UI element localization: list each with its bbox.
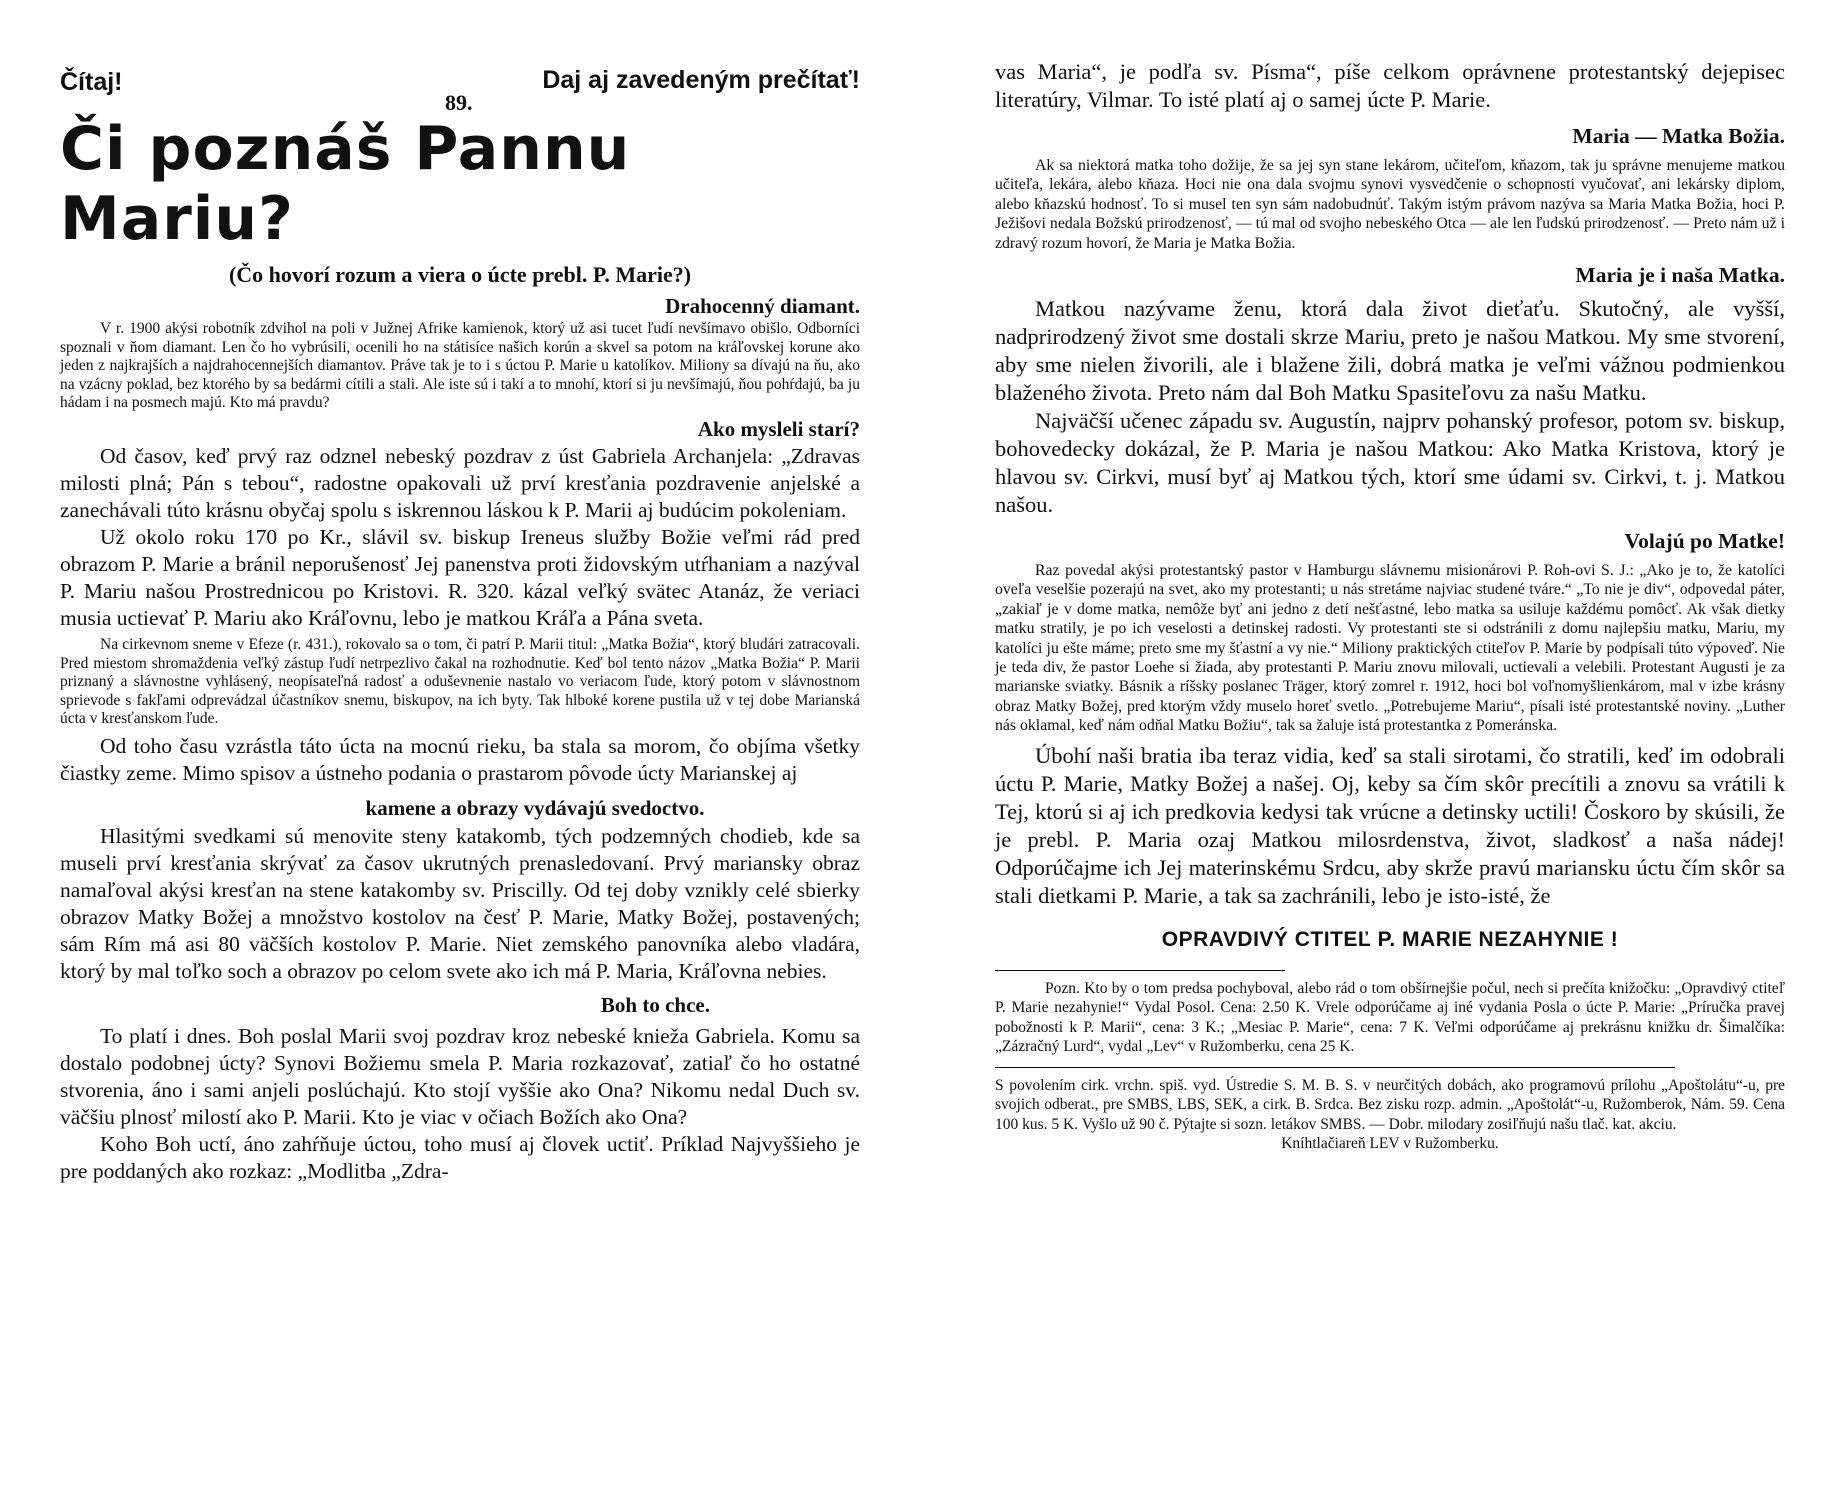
section-heading-stones: kamene a obrazy vydávajú svedoctvo. — [365, 795, 705, 820]
imprint: S povolením cirk. vrchn. spiš. vyd. Ústredie S. M. B. S. v neurčitých dobách, ako programovú prílohu „Apoštolátu“-u, pre svojich odberat., pre SMBS, LBS, SEK, a cirk. B. Srdca. Bez zisku rozp. admin. „Apoštolát“-u, Ružomberok, Nám. 59. Cena 100 kus. 5 K. Vyšlo už 90 č. Pýtajte si sozn. letákov SMBS. — Dobr. milodary zosiľňujú našu tlač. kat. akciu. — [995, 1076, 1785, 1133]
divider — [995, 970, 1285, 971]
paragraph-diamond: V r. 1900 akýsi robotník zdvihol na poli v Južnej Afrike kamienok, ktorý už asi tucet ľudí nevšímavo obišlo. Odborníci spoznali v ňom diamant. Len čo ho vybrúsili, ocenili ho na státisíce našich korún a skvel sa potom na kráľovskej korune ako jeden z najkrajších a najdrahocennejších diamantov. Práve tak je to i s úctou P. Marie u katolíkov. Miliony sa dívajú na ňu, ako na vzácny poklad, bez ktorého by sa bedármi cítili a stali. Ale iste sú i takí a to mnohí, ktorí si ju nevšímajú, ňou pohŕdajú, ba ju hádam i na posmech majú. Kto má pravdu? — [60, 320, 860, 412]
paragraph-honor: Koho Boh uctí, áno zahŕňuje úctou, toho musí aj človek uctiť. Príklad Najvyššieho je pre poddaných ako rozkaz: „Modlitba „Zdra- — [60, 1131, 860, 1183]
printer-line: Kníhtlačiareň LEV v Ružomberku. — [1281, 1135, 1499, 1153]
section-heading-our-mother: Maria je i naša Matka. — [1575, 263, 1785, 288]
cta-read: Čítaj! — [60, 68, 123, 96]
paragraph-gabriel: Od časov, keď prvý raz odznel nebeský pozdrav z úst Gabriela Archanjela: „Zdravas milosti plná; Pán s tebou“, radostne opakovali už prví kresťania pozdravenie anjelské a zanechávali túto krásnu obyčaj spolu s iskrennou láskou k P. Marii aj budúcim pokoleniam. — [60, 443, 860, 522]
paragraph-augustine: Najväčší učenec západu sv. Augustín, najprv pohanský profesor, potom sv. biskup, bohovedecky dokázal, že P. Maria je našou Matkou: Ako Matka Kristova, ktorý je hlavou sv. Cirkvi, musí byť aj Matkou tých, ktorí sme údami sv. Cirkvi, t. j. Matkou našou. — [995, 408, 1785, 518]
divider-imprint — [995, 1067, 1675, 1068]
closing-banner: OPRAVDIVÝ CTITEĽ P. MARIE NEZAHYNIE ! — [1161, 927, 1619, 951]
paragraph-brothers: Úbohí naši bratia iba teraz vidia, keď sa stali sirotami, čo stratili, keď im odobrali úctu P. Marie, Matky Božej a našej. Oj, keby sa čím skôr precítili a znovu sa vrátili k Tej, ktorú si aj ich predkovia kedysi tak vrúcne a detinsky uctili! Čoskoro by skúsili, že je prebl. P. Maria ozaj Matkou milosrdenstva, život, sladkosť a naša nádej! Odporúčajme ich Jej materinskému Srdcu, aby skrže pravú mariansku úctu čím skôr sa stali dietkami P. Marie, a tak sa zachránili, lebo je isto-isté, že — [995, 742, 1785, 908]
header-line — [60, 60, 860, 115]
paragraph-our-mother: Matkou nazývame ženu, ktorá dala život dieťaťu. Skutočný, ale vyšší, nadprirodzený život sme dostali skrze Mariu, preto je našou Matkou. My sme stvorení, aby sme nielen živorili, ale i blažene žili, dobrá matka je veľmi vážnou podmienkou blaženého života. Preto nám dal Boh Matku Spasiteľovu za našu Matku. — [995, 296, 1785, 406]
paragraph-pastor: Raz povedal akýsi protestantský pastor v Hamburgu slávnemu misionárovi P. Roh-ovi S. J.: „Ako je to, že katolíci oveľa veselšie pozerajú na svet, ako my protestanti; u nás stretáme najviac studené tváre.“ „To nie je div“, odpovedal páter, „zakiaľ je v dome matka, nemôže byť ani jedno z detí nešťastné, lebo matka sa usiluje každému pomôcť. Ak však dietky matku stratily, je po ich veselosti a detinskej radosti. Vy protestanti ste si odstránili z domu najlepšiu matku, Mariu, my katolíci ju ešte máme; preto sme my šťastní a vy nie.“ Miliony praktických ctiteľov P. Marie by podpísali túto výpoveď. Nie je teda div, že pastor Loehe si žiada, aby protestanti P. Mariu znovu milovali, uctievali a velebili. Protestant Augusti je za marianske sviatky. Básnik a ríšsky poslanec Träger, ktorý zomrel r. 1912, hoci bol voľnomyšlienkárom, mal v izbe krásny obraz Matky Božej, pred ktorým vždy muselo horeť svetlo. „Potrebujeme Mariu“, písali isté protestantské noviny. „Luther nás oklamal, keď nám odňal Matku Božiu“, tak sa žaluje istá protestantka z Pomeránska. — [995, 562, 1785, 735]
section-heading-god-wills: Boh to chce. — [600, 992, 710, 1017]
issue-number: 89. — [445, 90, 473, 115]
paragraph-vilmar: vas Maria“, je podľa sv. Písma“, píše celkom oprávnene protestantský dejepisec literatúry, Vilmar. To isté platí aj o samej úcte P. Marie. — [995, 59, 1785, 112]
paragraph-river: Od toho času vzrástla táto úcta na mocnú rieku, ba stala sa morom, čo objíma všetky čiastky zeme. Mimo spisov a ústneho podania o prastarom pôvode úcty Marianskej aj — [60, 733, 860, 785]
paragraph-catacombs: Hlasitými svedkami sú menovite steny katakomb, tých podzemných chodieb, kde sa museli prví kresťania skrývať za časov ukrutných prenasledovaní. Prvý mariansky obraz namaľoval akýsi kresťan na stene katakomby sv. Priscilly. Od tej doby vznikly celé sbierky obrazov Matky Božej a množstvo kostolov na česť P. Marie, Matky Božej, postavených; sám Rím má asi 80 väčších kostolov P. Marie. Niet zemského panovníka alebo vladára, ktorý by mal toľko soch a obrazov po celom svete ako ich má P. Maria, Kráľovna nebies. — [60, 823, 860, 983]
paragraph-mother-of-god: Ak sa niektorá matka toho dožije, že sa jej syn stane lekárom, učiteľom, kňazom, tak ju správne menujeme matkou učiteľa, lekára, alebo kňaza. Hoci nie ona dala svojmu synovi vysvedčenie o schopnosti vyučovať, ani lekársky diplom, alebo kňazskú hodnosť. To si musel ten syn sám nadobudnúť. Takým istým právom nazýva sa Maria Matka Božia, hoci P. Ježišovi nedala Božskú prirodzenosť, — tú mal od svojho nebeského Otca — ale len ľudskú prirodzenosť. — Preto nám už i zdravý rozum hovorí, že Maria je Matka Božia. — [995, 157, 1785, 252]
paragraph-ireneus: Už okolo roku 170 po Kr., slávil sv. biskup Ireneus služby Božie veľmi rád pred obrazom P. Marie a bránil neporušenosť Jej panenstva proti židovským utŕhaniam a nazýval P. Mariu našou Prostrednicou po Kristovi. R. 320. kázal veľký svätec Atanáz, že veriaci musia uctievať P. Mariu ako Kráľovnu, lebo je matkou Kráľa a Pána sveta. — [60, 524, 860, 630]
page-title: Či poznáš Pannu Mariu? — [60, 114, 631, 254]
paragraph-today: To platí i dnes. Boh poslal Marii svoj pozdrav kroz nebeské knieža Gabriela. Komu sa dostalo podobnej úcty? Synovi Božiemu smela P. Maria rozkazovať, zatiaľ čo ho ostatné stvorenia, áno i sami anjeli poslúchajú. Kto stojí vyššie ako Ona? Nikomu nedal Duch sv. väčšiu plnosť milostí ako P. Marii. Kto je viac v očiach Božích ako Ona? — [60, 1023, 860, 1129]
section-heading-diamond: Drahocenný diamant. — [665, 294, 860, 318]
cta-share: Daj aj zavedeným prečítať! — [542, 66, 860, 94]
subtitle: (Čo hovorí rozum a viera o úcte prebl. P. Marie?) — [228, 262, 692, 287]
paragraph-ephesus: Na cirkevnom sneme v Efeze (r. 431.), rokovalo sa o tom, či patrí P. Marii titul: „Matka Božia“, ktorý bludári zatracovali. Pred miestom shromaždenia veľký zástup ľudí netrpezlivo čakal na rozhodnutie. Keď bol tento názov „Matka Božia“ P. Marii priznaný a slávnostne vyhlásený, neopísateľná radosť a oduševnenie nastalo vo veriacom ľude, ktorý potom v slávnostnom sprievode s fakľami odprevádzal účastníkov snemu, biskupov, na ich byty. Tak hlboké korene pustila už v tej dobe Marianská úcta v kresťanskom ľude. — [60, 635, 860, 728]
section-heading-mother-of-god: Maria — Matka Božia. — [1572, 124, 1785, 148]
right-page — [995, 0, 1785, 1500]
section-heading-ancients: Ako mysleli starí? — [697, 416, 860, 441]
left-page — [60, 0, 860, 1500]
section-heading-call-mother: Volajú po Matke! — [1624, 529, 1785, 554]
footnote: Pozn. Kto by o tom predsa pochyboval, alebo rád o tom obšírnejšie počul, nech si prečíta knižočku: „Opravdivý ctiteľ P. Marie nezahynie!“ Vydal Posol. Cena: 2.50 K. Vrele odporúčame aj iné vydania Posla o úcte P. Marie: „Príručka pravej pobožnosti k P. Marii“, cena: 3 K.; „Mesiac P. Marie“, cena: 7 K. Veľmi odporúčame aj prekrásnu knižku dr. Šimalčíka: „Zázračný Lurd“, vydal „Lev“ v Ružomberku, cena 25 K. — [995, 979, 1785, 1056]
